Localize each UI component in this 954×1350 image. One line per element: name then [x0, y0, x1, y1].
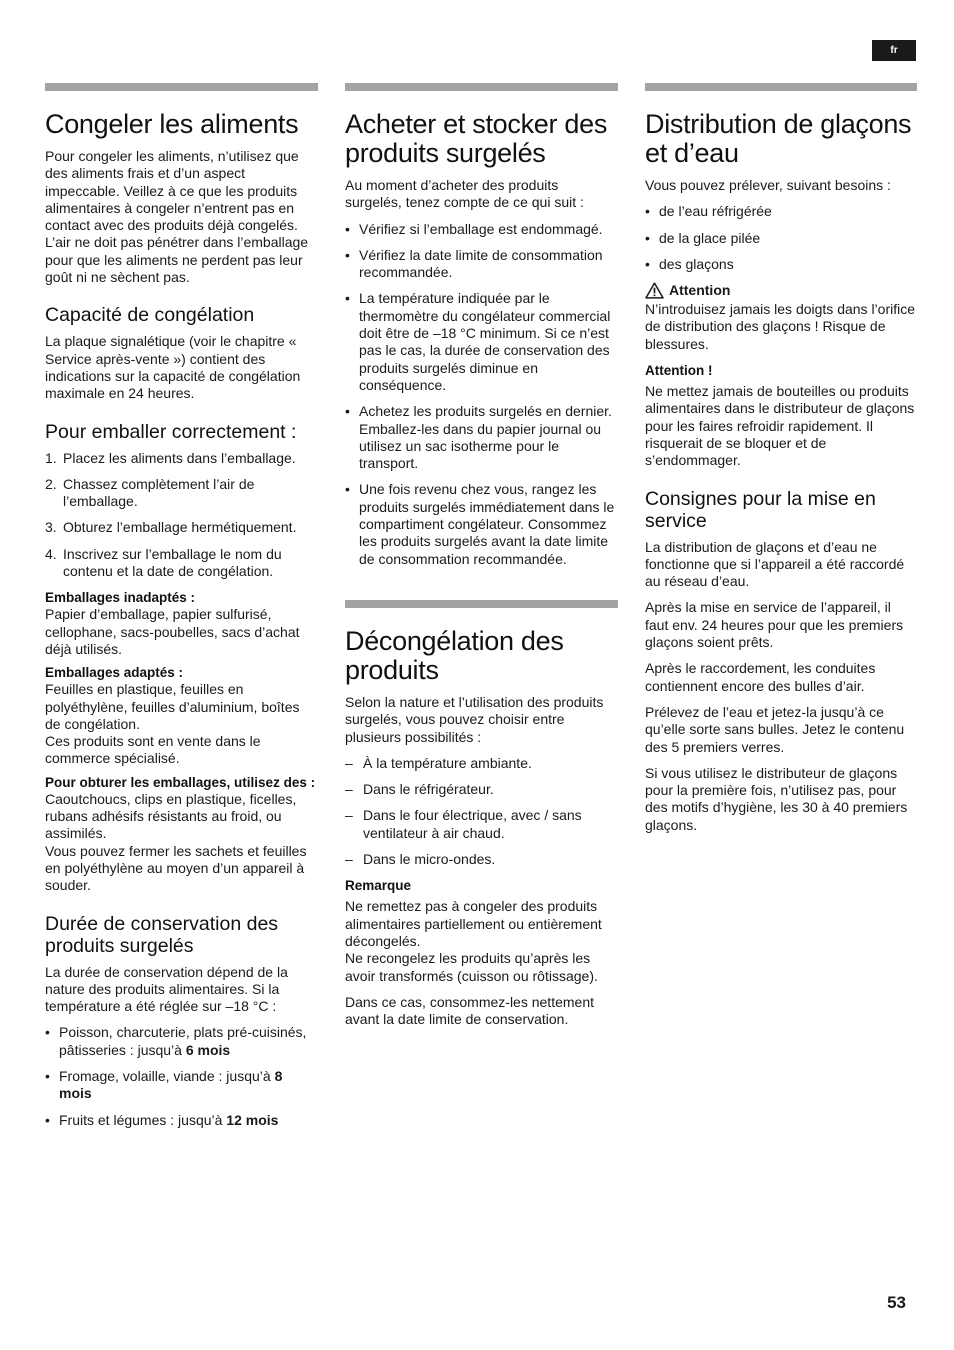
duration-list: [45, 1024, 318, 1128]
packing-heading: Pour emballer correctement :: [45, 420, 297, 443]
service-paragraph: La distribution de glaçons et d’eau ne fonctionne que si l’appareil a été raccordé au réseau d’eau.: [645, 538, 905, 590]
capacity-heading: Capacité de congélation: [45, 304, 255, 327]
list-item: 2. Chassez complètement l’air de l’emballage.: [45, 475, 255, 510]
attention-heading: Attention !: [645, 363, 713, 379]
buying-intro: Au moment d’acheter des produits surgelés, tenez compte de ce qui suit :: [345, 177, 584, 211]
list-item: – Dans le four électrique, avec / sans ventilateur à air chaud.: [345, 807, 618, 842]
language-tag: fr: [872, 40, 916, 61]
list-item: • Fromage, volaille, viande : jusqu’à 8 mois: [45, 1068, 318, 1103]
warning-text: N’introduisez jamais les doigts dans l’orifice de distribution des glaçons ! Risque de blessures.: [645, 301, 916, 352]
warning-label: Attention: [669, 282, 731, 299]
list-item: • Vérifiez si l’emballage est endommagé.: [345, 221, 618, 238]
list-item: – À la température ambiante.: [345, 755, 618, 772]
warning-header: [645, 282, 917, 299]
section-title-freezing: Congeler les aliments: [45, 109, 299, 139]
list-item: • Une fois revenu chez vous, rangez les produits surgelés immédiatement dans le compartiment congélateur. Consommez les produits surgelés avant la date limite de consommation recommandée.: [345, 481, 618, 567]
dispenser-list: [645, 203, 917, 273]
list-item: 4. Inscrivez sur l’emballage le nom du contenu et la date de congélation.: [45, 545, 282, 580]
section-bar: [345, 83, 618, 91]
page-number: 53: [887, 1293, 906, 1312]
service-paragraph: Si vous utilisez le distributeur de glaçons pour la première fois, n’utilisez pas, pour des motifs d’hygiène, les 30 à 40 premiers glaçons.: [645, 764, 908, 833]
list-item: 3. Obturez l’emballage hermétiquement.: [45, 519, 297, 536]
list-item: – Dans le micro-ondes.: [345, 851, 618, 868]
service-paragraph: Après le raccordement, les conduites contiennent encore des bulles d’air.: [645, 660, 876, 694]
packing-steps: [45, 450, 318, 581]
remark-text-1: Ne remettez pas à congeler des produits alimentaires partiellement ou entièrement décongelés.: [345, 898, 602, 949]
closing-heading: Pour obturer les emballages, utilisez des :: [45, 774, 316, 790]
duration-text: La durée de conservation dépend de la nature des produits alimentaires. Si la température a été réglée sur –18 °C :: [45, 963, 288, 1015]
thawing-list: [345, 755, 618, 868]
column-dispenser: [645, 83, 917, 843]
suitable-text-1: Feuilles en plastique, feuilles en polyéthylène, feuilles d’aluminium, boîtes de congélation.: [45, 681, 300, 732]
service-paragraph: Après la mise en service de l’appareil, il faut env. 24 heures pour que les premiers glaçons soient prêts.: [645, 599, 904, 651]
list-item: • des glaçons: [645, 256, 917, 273]
unsuitable-text: Papier d’emballage, papier sulfurisé, cellophane, sacs-poubelles, sacs d’achat déjà utilisés.: [45, 606, 300, 657]
section-bar: [45, 83, 318, 91]
section-title-buying: Acheter et stocker des produits surgelés: [345, 109, 608, 168]
column-buying: [345, 83, 618, 1037]
freezing-intro: Pour congeler les aliments, n’utilisez que des aliments frais et d’un aspect impeccable. Veillez à ce que les produits alimentaires à congeler n’entrent pas en contact avec des produits déjà congelés. L’air ne doit pas pénétrer dans l’emballage pour que les aliments ne perdent pas leur goût ni ne sèchent pas.: [45, 148, 309, 286]
list-item: • La température indiquée par le thermomètre du congélateur commercial doit être de –18 °C minimum. Si ce n’est pas le cas, la durée de conservation des produits surgelés diminue en conséquence.: [345, 290, 618, 394]
section-bar: [645, 83, 917, 91]
list-item: • Poisson, charcuterie, plats pré-cuisinés, pâtisseries : jusqu’à 6 mois: [45, 1024, 318, 1059]
list-item: 1. Placez les aliments dans l’emballage.: [45, 449, 296, 466]
list-item: • Achetez les produits surgelés en dernier. Emballez-les dans du papier journal ou utilisez un sac isotherme pour le transport.: [345, 403, 618, 472]
warning-triangle-icon: [645, 282, 664, 299]
remark-heading: Remarque: [345, 878, 412, 894]
section-title-dispenser: Distribution de glaçons et d’eau: [645, 109, 912, 168]
duration-heading: Durée de conservation des produits surgelés: [45, 912, 279, 957]
unsuitable-heading: Emballages inadaptés :: [45, 590, 196, 606]
suitable-heading: Emballages adaptés :: [45, 665, 184, 681]
closing-text-1: Caoutchoucs, clips en plastique, ficelles, rubans adhésifs résistants au froid, ou assimilés.: [45, 790, 297, 842]
service-heading: Consignes pour la mise en service: [645, 487, 876, 532]
thawing-intro: Selon la nature et l’utilisation des produits surgelés, vous pouvez choisir entre plusieurs possibilités :: [345, 693, 604, 745]
list-item: • de l’eau réfrigérée: [645, 203, 917, 220]
column-freezing: [45, 83, 318, 1138]
section-title-thawing: Décongélation des produits: [345, 625, 564, 685]
section-bar: [345, 600, 618, 608]
attention-text: Ne mettez jamais de bouteilles ou produits alimentaires dans le distributeur de glaçons pour les faires refroidir rapidement. Il risquerait de se bloquer et de s’endommager.: [645, 383, 915, 469]
remark-text-2: Ne recongelez les produits qu’après les avoir transformés (cuisson ou rôtissage).: [345, 950, 598, 984]
capacity-text: La plaque signalétique (voir le chapitre « Service après-vente ») contient des indications sur la capacité de congélation maximale en 24 heures.: [45, 333, 301, 402]
service-paragraph: Prélevez de l’eau et jetez-la jusqu’à ce qu’elle sorte sans bulles. Jetez le contenu des 5 premiers verres.: [645, 703, 905, 755]
buying-list: [345, 221, 618, 568]
list-item: • Fruits et légumes : jusqu’à 12 mois: [45, 1112, 318, 1129]
remark-text-3: Dans ce cas, consommez-les nettement avant la date limite de conservation.: [345, 993, 594, 1028]
list-item: • de la glace pilée: [645, 230, 917, 247]
suitable-text-2: Ces produits sont en vente dans le commerce spécialisé.: [45, 733, 261, 767]
list-item: • Vérifiez la date limite de consommation recommandée.: [345, 247, 618, 282]
list-item: – Dans le réfrigérateur.: [345, 781, 618, 798]
dispenser-intro: Vous pouvez prélever, suivant besoins :: [645, 177, 891, 193]
closing-text-2: Vous pouvez fermer les sachets et feuilles en polyéthylène au moyen d’un appareil à souder.: [45, 842, 307, 894]
